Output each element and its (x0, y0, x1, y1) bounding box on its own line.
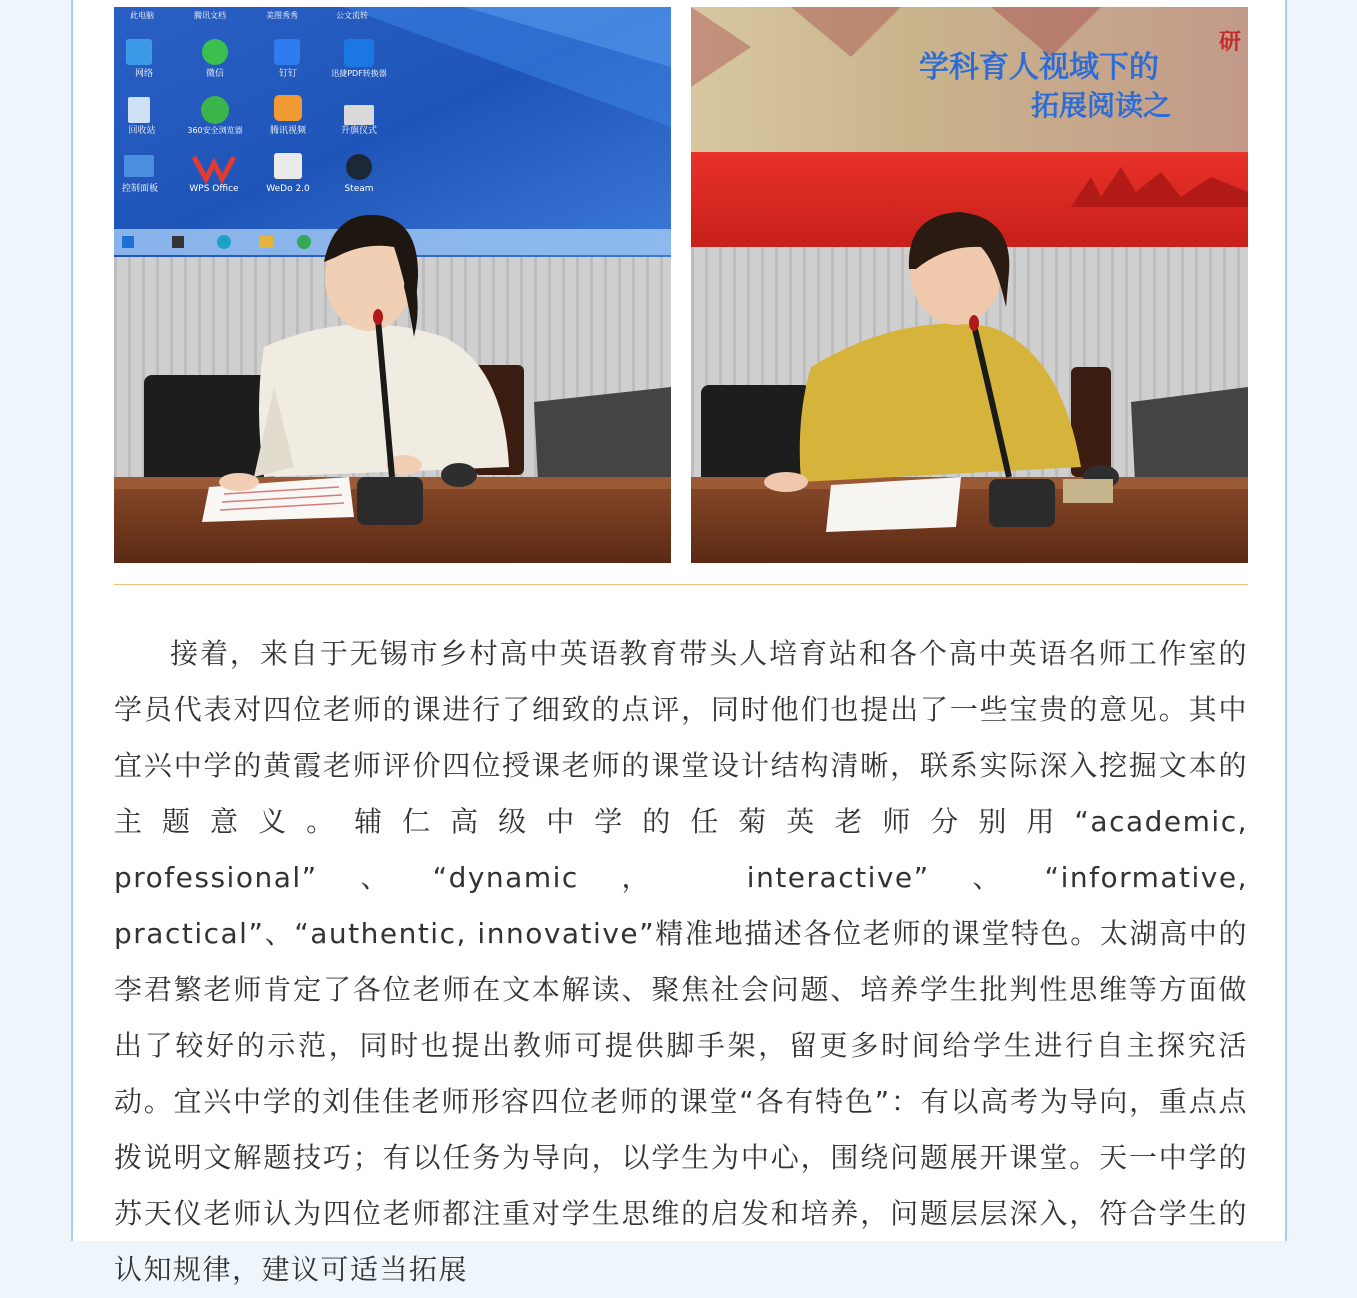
photo-left-drawing (114, 7, 671, 563)
photo-right-drawing (691, 7, 1248, 563)
wedo-icon (274, 153, 302, 179)
desktop-icon-label-6: 腾讯视频 (269, 126, 307, 136)
desktop-icon-label-1: 微信 (205, 69, 225, 79)
top-label-1: 腾讯文档 (194, 11, 226, 20)
top-label-2: 美图秀秀 (266, 11, 298, 20)
desktop-icon-label-5: 360安全浏览器 (187, 126, 243, 135)
desktop-icon-label-0: 网络 (134, 69, 154, 79)
desktop-icon-label-9: WPS Office (189, 184, 239, 194)
desktop-icon-label-8: 控制面板 (121, 184, 159, 194)
top-label-0: 此电脑 (130, 11, 154, 20)
desktop-icon-label-4: 回收站 (128, 126, 156, 136)
article-paragraph: 接着，来自于无锡市乡村高中英语教育带头人培育站和各个高中英语名师工作室的学员代表对四位老师的课进行了细致的点评，同时他们也提出了一些宝贵的意见。其中宜兴中学的黄霞老师评价四位授课老师的课堂设计结构清晰，联系实际深入挖掘文本的主题意义。辅仁高级中学的任菊英老师分别用“academic, professional”、“dynamic， interactive”、“informative, practical”、“authentic, innovative”精准地描述各位老师的课堂特色。太湖高中的李君繁老师肯定了各位老师在文本解读、聚焦社会问题、培养学生批判性思维等方面做出了较好的示范，同时也提出教师可提供脚手架，留更多时间给学生进行自主探究活动。宜兴中学的刘佳佳老师形容四位老师的课堂“各有特色”：有以高考为导向，重点点拨说明文解题技巧；有以任务为导向，以学生为中心，围绕问题展开课堂。天一中学的苏天仪老师认为四位老师都注重对学生思维的启发和培养，问题层层深入，符合学生的认知规律，建议可适当拓展 (114, 637, 1248, 1286)
desktop-icon-label-7: 升旗仪式 (340, 126, 378, 136)
banner-title-line2: 拓展阅读之 (1031, 89, 1172, 122)
tencent-video-icon (274, 95, 302, 121)
recycle-bin-icon (128, 97, 150, 123)
dingtalk-icon (274, 39, 300, 65)
top-label-3: 公文流转 (336, 11, 368, 20)
photo-teacher-right (691, 7, 1248, 563)
desktop-icon-label-11: Steam (344, 184, 374, 194)
control-panel-icon (124, 155, 154, 177)
desktop-icon-label-10: WeDo 2.0 (266, 184, 310, 194)
browser-360-icon (201, 96, 229, 124)
pdf-converter-icon (344, 39, 374, 67)
wechat-icon (202, 39, 228, 65)
photo-teacher-left (114, 7, 671, 563)
desktop-icon-label-2: 钉钉 (278, 69, 298, 79)
desktop-icon-label-3: 迅捷PDF转换器 (331, 69, 387, 78)
banner-corner-char: 研 (1219, 29, 1242, 55)
banner-title-line1: 学科育人视域下的 (919, 50, 1159, 85)
steam-icon (346, 154, 372, 180)
video-file-icon (344, 105, 374, 125)
network-monitor-icon (126, 39, 152, 65)
article-card (71, 0, 1287, 1286)
section-divider (114, 584, 1248, 585)
